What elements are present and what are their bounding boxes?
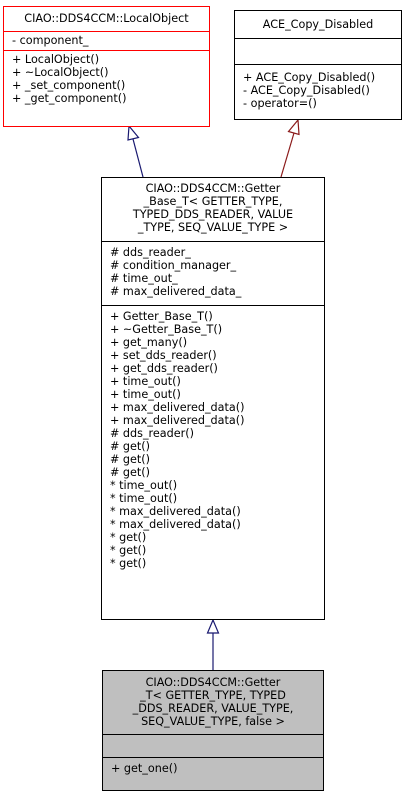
class-title: CIAO::DDS4CCM::LocalObject xyxy=(24,12,189,25)
class-box-getter-base[interactable] xyxy=(101,177,325,620)
class-method[interactable]: + get_dds_reader() xyxy=(110,362,218,375)
class-method[interactable]: * max_delivered_data() xyxy=(110,518,241,531)
class-attribute[interactable]: - component_ xyxy=(12,34,89,47)
class-method[interactable]: + set_dds_reader() xyxy=(110,349,217,362)
class-methods xyxy=(235,64,401,113)
class-method[interactable]: # dds_reader() xyxy=(110,427,194,440)
class-method[interactable]: + _get_component() xyxy=(12,92,127,105)
class-method[interactable]: - ACE_Copy_Disabled() xyxy=(243,84,370,97)
class-box-getter-t[interactable] xyxy=(102,670,324,791)
class-method[interactable]: + ACE_Copy_Disabled() xyxy=(243,71,376,84)
class-method[interactable]: + LocalObject() xyxy=(12,53,100,66)
class-box-local-object[interactable] xyxy=(3,6,210,127)
class-method[interactable]: + ~LocalObject() xyxy=(12,66,109,79)
class-method[interactable]: * get() xyxy=(110,544,147,557)
class-method[interactable]: + max_delivered_data() xyxy=(110,401,245,414)
class-method[interactable]: * time_out() xyxy=(110,479,178,492)
class-method[interactable]: * max_delivered_data() xyxy=(110,505,241,518)
class-method[interactable]: + time_out() xyxy=(110,388,181,401)
class-method[interactable]: + time_out() xyxy=(110,375,181,388)
class-method[interactable]: * get() xyxy=(110,557,147,570)
class-methods xyxy=(102,305,324,573)
class-method[interactable]: + Getter_Base_T() xyxy=(110,310,213,323)
edge-getter-base-to-local-object xyxy=(133,139,143,177)
class-attribute[interactable]: # time_out_ xyxy=(110,272,178,285)
class-attributes xyxy=(103,734,323,757)
edge-arrow-local-object xyxy=(128,126,139,140)
class-method[interactable]: + get_many() xyxy=(110,336,188,349)
class-method[interactable]: # get() xyxy=(110,440,151,453)
class-attributes xyxy=(4,31,209,50)
edge-arrow-ace xyxy=(289,120,300,135)
edge-arrow-getter-base xyxy=(208,620,219,633)
class-method[interactable]: # get() xyxy=(110,466,151,479)
class-methods xyxy=(4,50,209,108)
class-attributes xyxy=(102,241,324,305)
class-method[interactable]: + _set_component() xyxy=(12,79,126,92)
class-methods xyxy=(103,757,323,778)
class-attribute[interactable]: # dds_reader_ xyxy=(110,246,191,259)
class-title: CIAO::DDS4CCM::Getter _Base_T< GETTER_TYPE, TYPED_DDS_READER, VALUE _TYPE, SEQ_VALUE_TYPE > xyxy=(132,182,294,234)
class-attribute[interactable]: # condition_manager_ xyxy=(110,259,237,272)
edge-getter-base-to-ace xyxy=(281,133,294,177)
class-method[interactable]: + ~Getter_Base_T() xyxy=(110,323,223,336)
class-title: ACE_Copy_Disabled xyxy=(262,18,374,31)
class-title: CIAO::DDS4CCM::Getter _T< GETTER_TYPE, TYPED _DDS_READER, VALUE_TYPE, SEQ_VALUE_TYPE, false > xyxy=(132,676,294,728)
class-box-ace-copy-disabled[interactable] xyxy=(234,10,402,120)
class-attributes xyxy=(235,38,401,64)
class-method[interactable]: + max_delivered_data() xyxy=(110,414,245,427)
class-method[interactable]: * get() xyxy=(110,531,147,544)
class-method[interactable]: * time_out() xyxy=(110,492,178,505)
class-method[interactable]: # get() xyxy=(110,453,151,466)
class-method[interactable]: + get_one() xyxy=(111,762,178,775)
class-method[interactable]: - operator=() xyxy=(243,97,317,110)
class-attribute[interactable]: # max_delivered_data_ xyxy=(110,285,242,298)
